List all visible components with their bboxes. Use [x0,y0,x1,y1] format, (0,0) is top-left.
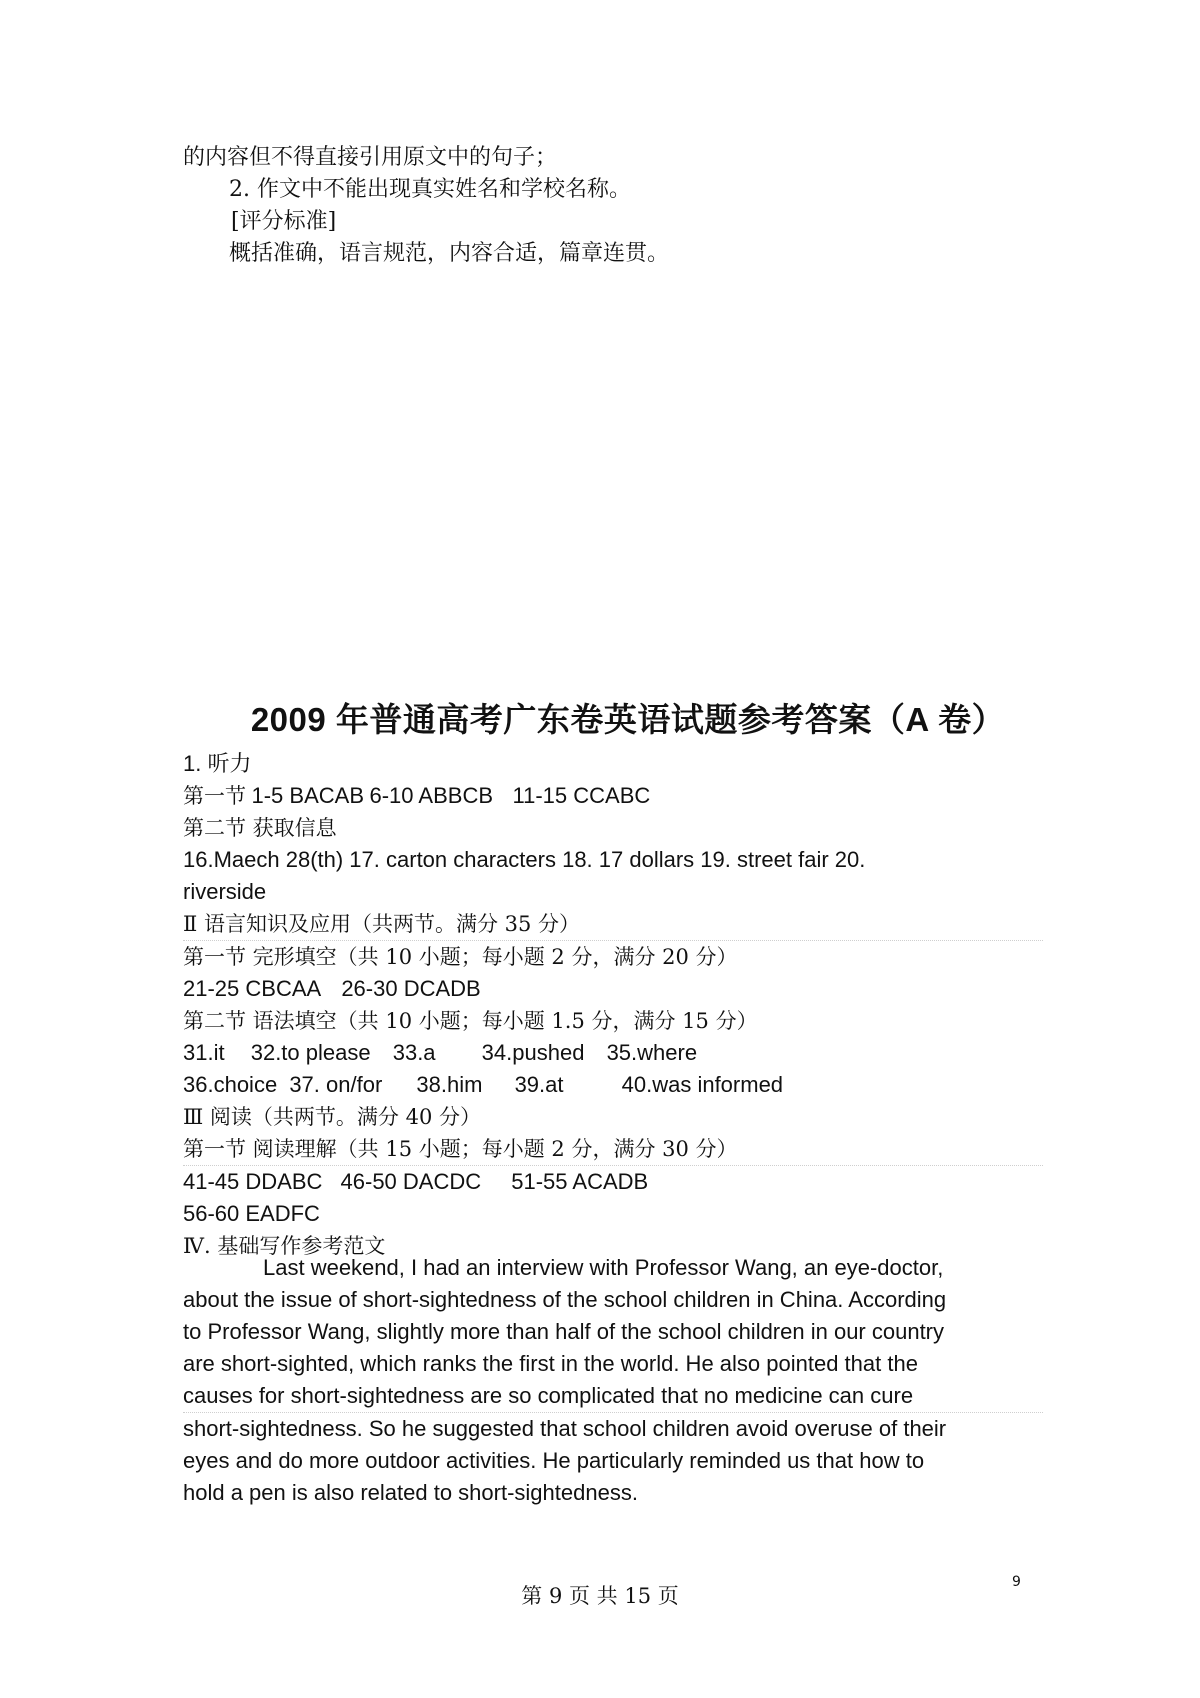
grading-criteria-heading: [评分标准] [231,209,337,234]
answer-group: 6-10 ABBCB [369,783,494,808]
essay-line: causes for short-sightedness are so complicated that no medicine can cure [183,1380,1043,1413]
cloze-answers [183,973,1043,1005]
answer-item: 39.at [514,1072,564,1097]
answer-item: 40.was informed [621,1072,784,1097]
essay-line: eyes and do more outdoor activities. He particularly reminded us that how to [183,1448,925,1473]
answer-item: 36.choice [183,1072,278,1097]
answer-item: 34.pushed [481,1040,585,1065]
reading-answers: 56-60 EADFC [183,1201,320,1226]
instruction-line: 的内容但不得直接引用原文中的句子； [183,145,558,170]
answer-item: 37. on/for [289,1072,383,1097]
answer-key [183,748,1043,1262]
grammar-header: 第二节 语法填空（共 10 小题；每小题 1.5 分，满分 15 分） [183,1009,758,1033]
page-footer: 第 9 页 共 15 页 [521,1584,679,1608]
instruction-line: 2. 作文中不能出现真实姓名和学校名称。 [229,177,631,202]
answer-group: 11-15 CCABC [512,783,651,808]
grammar-answers-line [183,1037,1043,1069]
section-label: 第一节 [183,784,246,808]
grammar-answers-line [183,1069,1043,1101]
reading-answers [183,1166,1043,1198]
part-4-header: Ⅳ. 基础写作参考范文 [183,1234,386,1258]
answer-item: 31.it [183,1040,225,1065]
listening-section-1 [183,780,1043,812]
part-2-header: Ⅱ 语言知识及应用（共两节。满分 35 分） [183,908,1043,941]
essay-line: Last weekend, I had an interview with Professor Wang, an eye-doctor, [263,1255,944,1280]
answer-group: 1-5 BACAB [251,783,364,808]
answer-group: 51-55 ACADB [511,1169,649,1194]
answer-item: 35.where [606,1040,698,1065]
essay-line: are short-sighted, which ranks the first in the world. He also pointed that the [183,1351,918,1376]
essay-line: hold a pen is also related to short-sightedness. [183,1480,638,1505]
essay-line: to Professor Wang, slightly more than half of the school children in our country [183,1319,945,1344]
essay-line: about the issue of short-sightedness of the school children in China. According [183,1287,947,1312]
answer-group: 26-30 DCADB [341,976,481,1001]
reading-header: 第一节 阅读理解（共 15 小题；每小题 2 分，满分 30 分） [183,1133,1043,1166]
instructions-block [183,142,1043,270]
sample-essay [183,1252,1043,1509]
answer-item: 33.a [392,1040,436,1065]
listening-section-2: 第二节 获取信息 [183,816,337,840]
page-title: 2009 年普通高考广东卷英语试题参考答案（A 卷） [250,701,1006,738]
part-3-header: Ⅲ 阅读（共两节。满分 40 分） [183,1105,481,1129]
page-number: 9 [1012,1574,1021,1590]
answer-group: 46-50 DACDC [340,1169,482,1194]
cloze-header: 第一节 完形填空（共 10 小题；每小题 2 分，满分 20 分） [183,945,738,969]
answer-group: 41-45 DDABC [183,1169,323,1194]
fill-answers-line: riverside [183,879,267,904]
answer-item: 38.him [416,1072,483,1097]
listening-header: 1. 听力 [183,751,252,776]
essay-line: short-sightedness. So he suggested that school children avoid overuse of their [183,1416,947,1441]
grading-criteria-text: 概括准确，语言规范，内容合适，篇章连贯。 [229,241,670,266]
fill-answers-line: 16.Maech 28(th) 17. carton characters 18. 17 dollars 19. street fair 20. [183,847,866,872]
answer-group: 21-25 CBCAA [183,976,322,1001]
answer-item: 32.to please [250,1040,371,1065]
